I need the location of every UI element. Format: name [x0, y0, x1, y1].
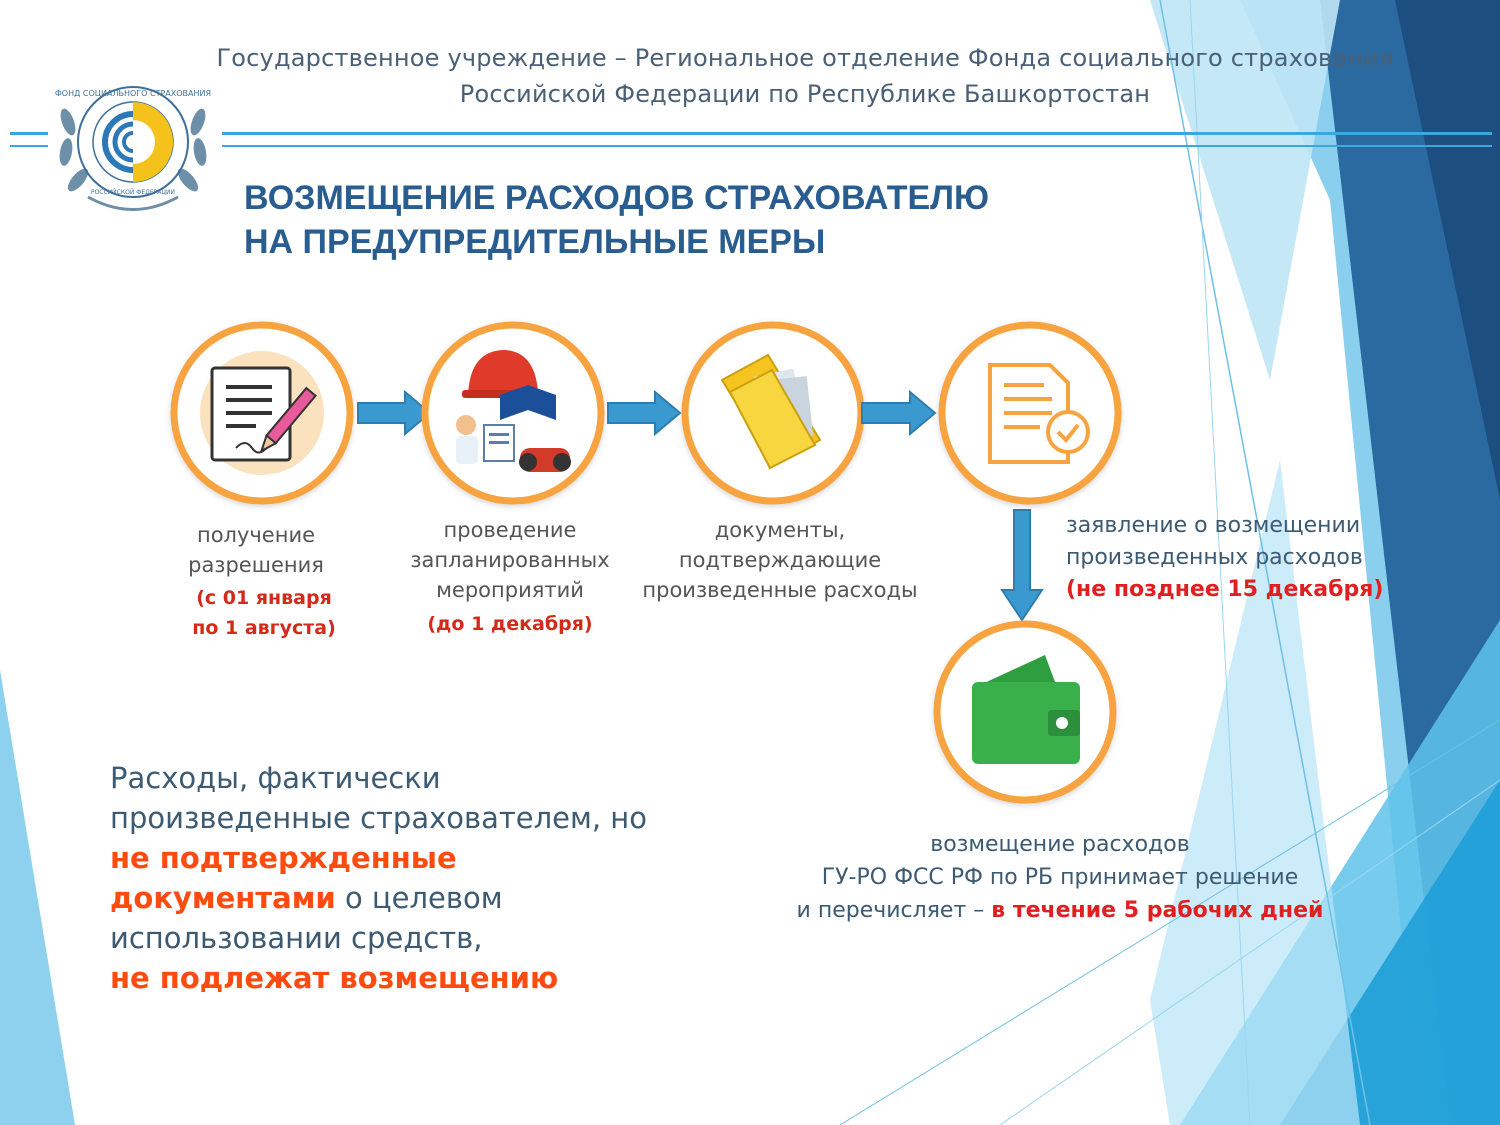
warning-note: [110, 758, 670, 998]
bottom-line-3: и перечисляет –: [796, 898, 992, 923]
note-part-1: Расходы, фактически произведенные страхователем, но: [110, 761, 647, 835]
logo-bottom-text: РОССИЙСКОЙ ФЕДЕРАЦИИ: [90, 189, 176, 196]
header-line-2: Российской Федерации по Республике Башкортостан: [459, 80, 1151, 108]
note-highlight-2: не подлежат возмещению: [110, 961, 559, 995]
step-4-deadline: (не позднее 15 декабря): [1066, 577, 1384, 602]
bottom-line-1: возмещение расходов: [930, 832, 1190, 857]
step-4-line-2: произведенных расходов: [1066, 545, 1363, 570]
step-1-line-1: получение: [196, 523, 316, 547]
step-2-deadline: (до 1 декабря): [427, 613, 593, 635]
arrow-1: [358, 392, 430, 434]
step-1-deadline: [150, 583, 378, 643]
reimbursement-text: [760, 828, 1360, 927]
title-line-2: НА ПРЕДУПРЕДИТЕЛЬНЫЕ МЕРЫ: [244, 223, 826, 261]
step-2-label: [390, 515, 630, 605]
step-2-line-1: проведение: [443, 518, 577, 542]
bottom-highlight: в течение 5 рабочих дней: [991, 898, 1324, 923]
step-3-line-2: подтверждающие: [678, 548, 882, 572]
page-title: [244, 176, 989, 264]
step-4-line-1: заявление о возмещении: [1066, 513, 1361, 538]
title-line-1: ВОЗМЕЩЕНИЕ РАСХОДОВ СТРАХОВАТЕЛЮ: [244, 179, 990, 217]
step-1-date-2: по 1 августа): [192, 617, 336, 639]
note-highlight-1: не подтвержденные документами: [110, 841, 457, 915]
step-1-line-2: разрешения: [188, 553, 324, 577]
step-4-label: [1066, 510, 1436, 606]
header-line-1: Государственное учреждение – Региональное отделение Фонда социального страхования: [216, 44, 1394, 72]
step-1-label: [150, 520, 362, 580]
bottom-line-2: ГУ-РО ФСС РФ по РБ принимает решение: [821, 865, 1299, 890]
step-1-date-1: (с 01 января: [196, 587, 332, 609]
step-3-label: [630, 515, 930, 605]
step-2-line-3: мероприятий: [436, 578, 584, 602]
step-2-line-2: запланированных: [410, 548, 610, 572]
arrow-2: [608, 392, 680, 434]
logo-arc-text: ФОНД СОЦИАЛЬНОГО СТРАХОВАНИЯ: [54, 89, 212, 98]
arrow-3: [862, 392, 935, 434]
step-3-line-1: документы,: [714, 518, 846, 542]
arrow-down: [1002, 510, 1042, 620]
note-part-2: о целевом использовании средств,: [110, 881, 503, 955]
step-3-line-3: произведенные расходы: [642, 578, 918, 602]
header-organization: [180, 40, 1430, 112]
